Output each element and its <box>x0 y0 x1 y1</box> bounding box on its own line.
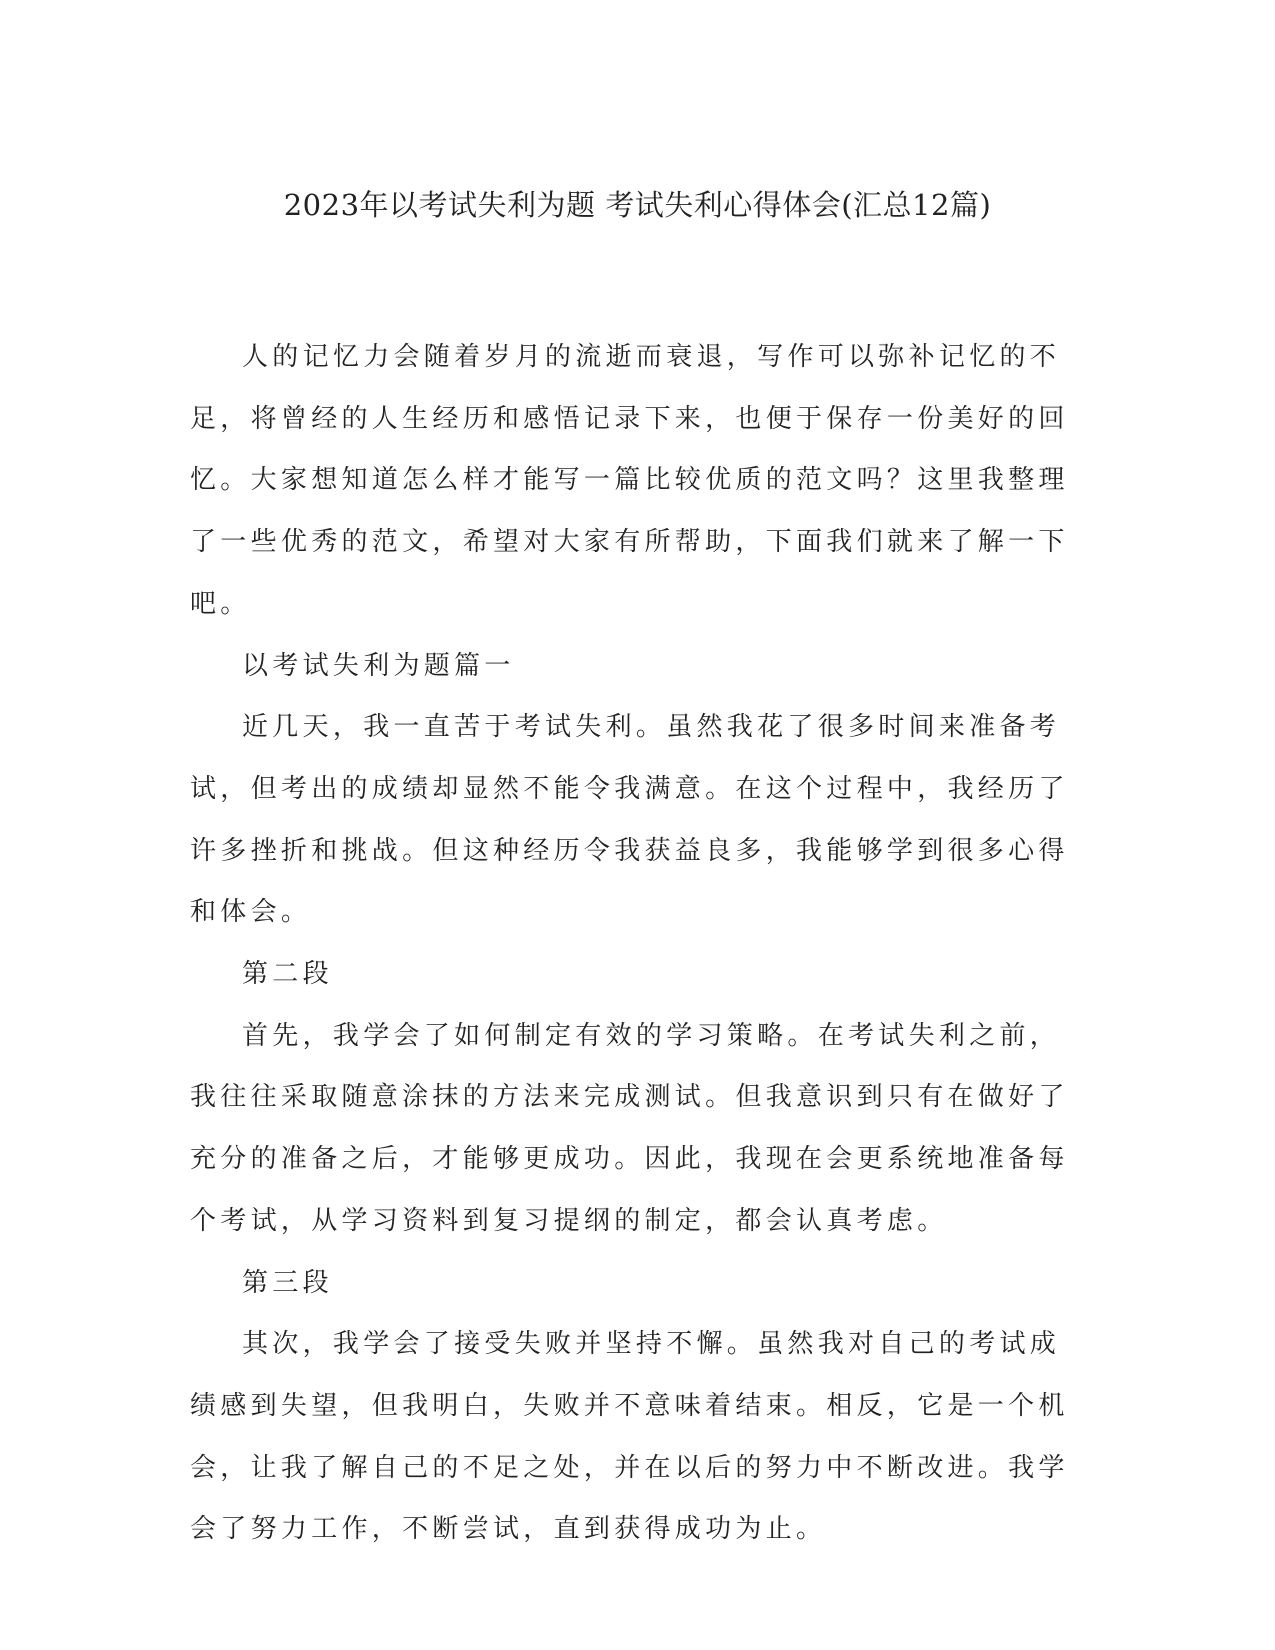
document-title: 2023年以考试失利为题 考试失利心得体会(汇总12篇) <box>283 188 992 222</box>
body-paragraph: 其次，我学会了接受失败并坚持不懈。虽然我对自己的考试成绩感到失望，但我明白，失败并不意味着结束。相反，它是一个机会，让我了解自己的不足之处，并在以后的努力中不断改进。我学会了努力工作，不断尝试，直到获得成功为止。 <box>190 1329 1069 1545</box>
document-body <box>190 327 1080 1561</box>
section-heading-second: 第二段 <box>242 959 333 990</box>
body-paragraph: 首先，我学会了如何制定有效的学习策略。在考试失利之前，我往往采取随意涂抹的方法来完成测试。但我意识到只有在做好了充分的准备之后，才能够更成功。因此，我现在会更系统地准备每个考试，从学习资料到复习提纲的制定，都会认真考虑。 <box>190 1020 1069 1236</box>
section-heading-part-one: 以考试失利为题篇一 <box>242 650 515 681</box>
section-heading-third: 第三段 <box>242 1267 333 1298</box>
intro-paragraph: 人的记忆力会随着岁月的流逝而衰退，写作可以弥补记忆的不足，将曾经的人生经历和感悟记录下来，也便于保存一份美好的回忆。大家想知道怎么样才能写一篇比较优质的范文吗？这里我整理了一些优秀的范文，希望对大家有所帮助，下面我们就来了解一下吧。 <box>190 342 1069 619</box>
body-paragraph: 近几天，我一直苦于考试失利。虽然我花了很多时间来准备考试，但考出的成绩却显然不能令我满意。在这个过程中，我经历了许多挫折和挑战。但这种经历令我获益良多，我能够学到很多心得和体会。 <box>190 712 1069 928</box>
